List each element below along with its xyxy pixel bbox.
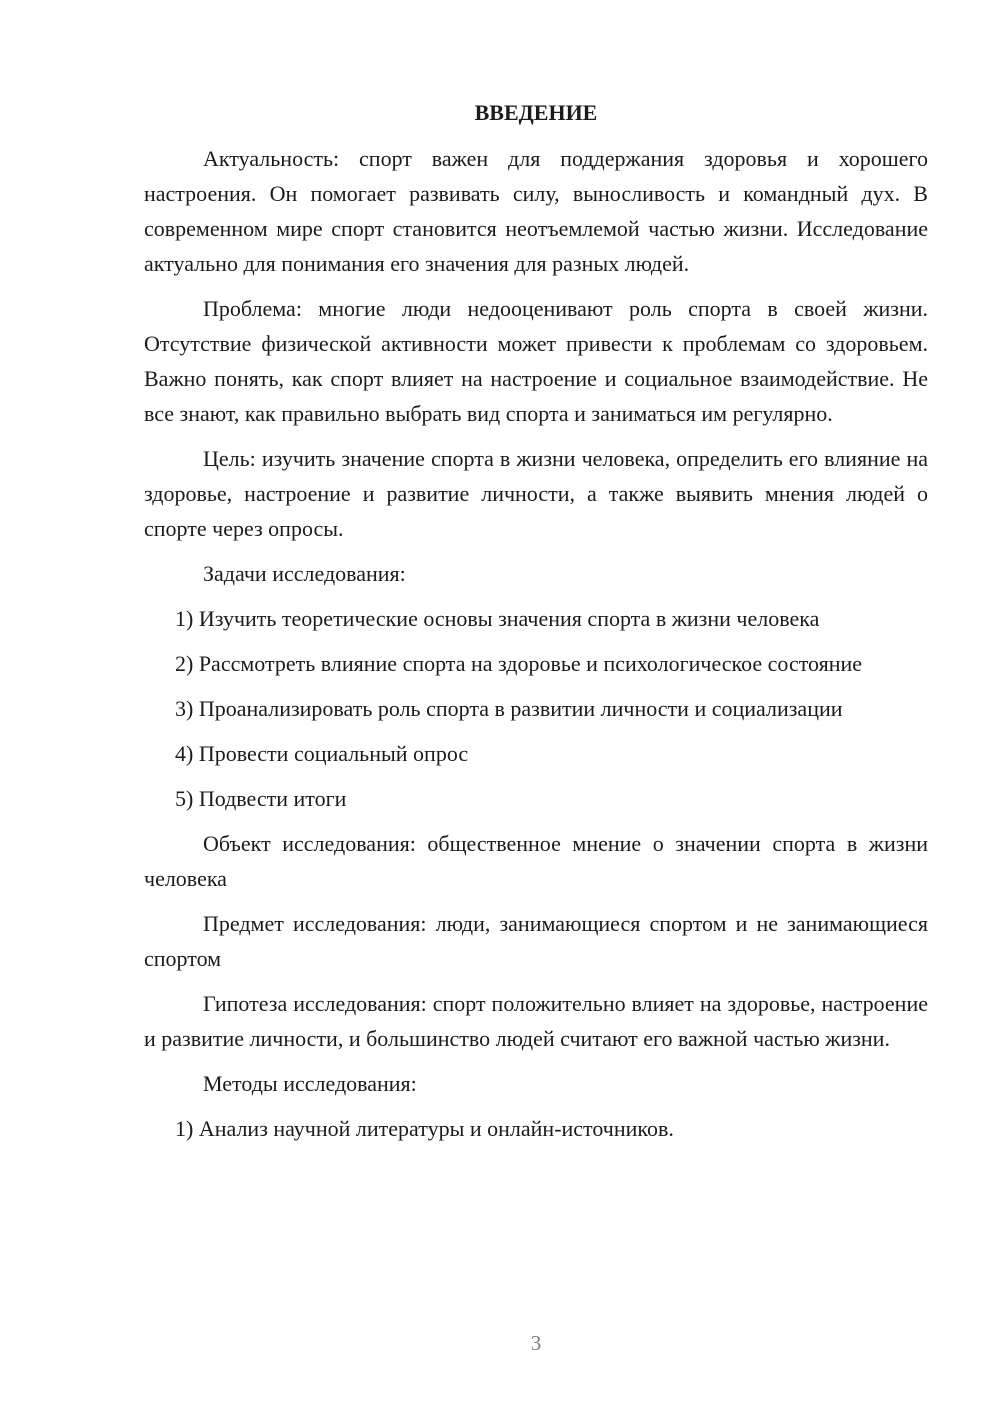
- document-body: [144, 95, 928, 1156]
- hypothesis-paragraph: Гипотеза исследования: спорт положительно влияет на здоровье, настроение и развитие личности, и большинство людей считают его важной частью жизни.: [144, 991, 928, 1051]
- section-heading: ВВЕДЕНИЕ: [474, 100, 598, 125]
- goal-paragraph: Цель: изучить значение спорта в жизни человека, определить его влияние на здоровье, настроение и развитие личности, а также выявить мнения людей о спорте через опросы.: [144, 446, 928, 541]
- tasks-title: Задачи исследования:: [203, 561, 406, 586]
- task-item: 1) Изучить теоретические основы значения спорта в жизни человека: [175, 606, 820, 631]
- task-item: 2) Рассмотреть влияние спорта на здоровье и психологическое состояние: [175, 651, 863, 676]
- task-item: 5) Подвести итоги: [175, 786, 347, 811]
- problem-paragraph: Проблема: многие люди недооценивают роль спорта в своей жизни. Отсутствие физической активности может привести к проблемам со здоровьем. Важно понять, как спорт влияет на настроение и социальное взаимодействие. Не все знают, как правильно выбрать вид спорта и заниматься им регулярно.: [144, 296, 928, 426]
- task-item: 3) Проанализировать роль спорта в развитии личности и социализации: [175, 696, 843, 721]
- methods-title: Методы исследования:: [203, 1071, 417, 1096]
- subject-paragraph: Предмет исследования: люди, занимающиеся спортом и не занимающиеся спортом: [144, 911, 928, 971]
- object-paragraph: Объект исследования: общественное мнение о значении спорта в жизни человека: [144, 831, 928, 891]
- method-item: 1) Анализ научной литературы и онлайн-источников.: [175, 1116, 674, 1141]
- page-number: 3: [530, 1331, 542, 1355]
- relevance-paragraph: Актуальность: спорт важен для поддержания здоровья и хорошего настроения. Он помогает развивать силу, выносливость и командный дух. В современном мире спорт становится неотъемлемой частью жизни. Исследование актуально для понимания его значения для разных людей.: [144, 146, 928, 276]
- task-item: 4) Провести социальный опрос: [175, 741, 469, 766]
